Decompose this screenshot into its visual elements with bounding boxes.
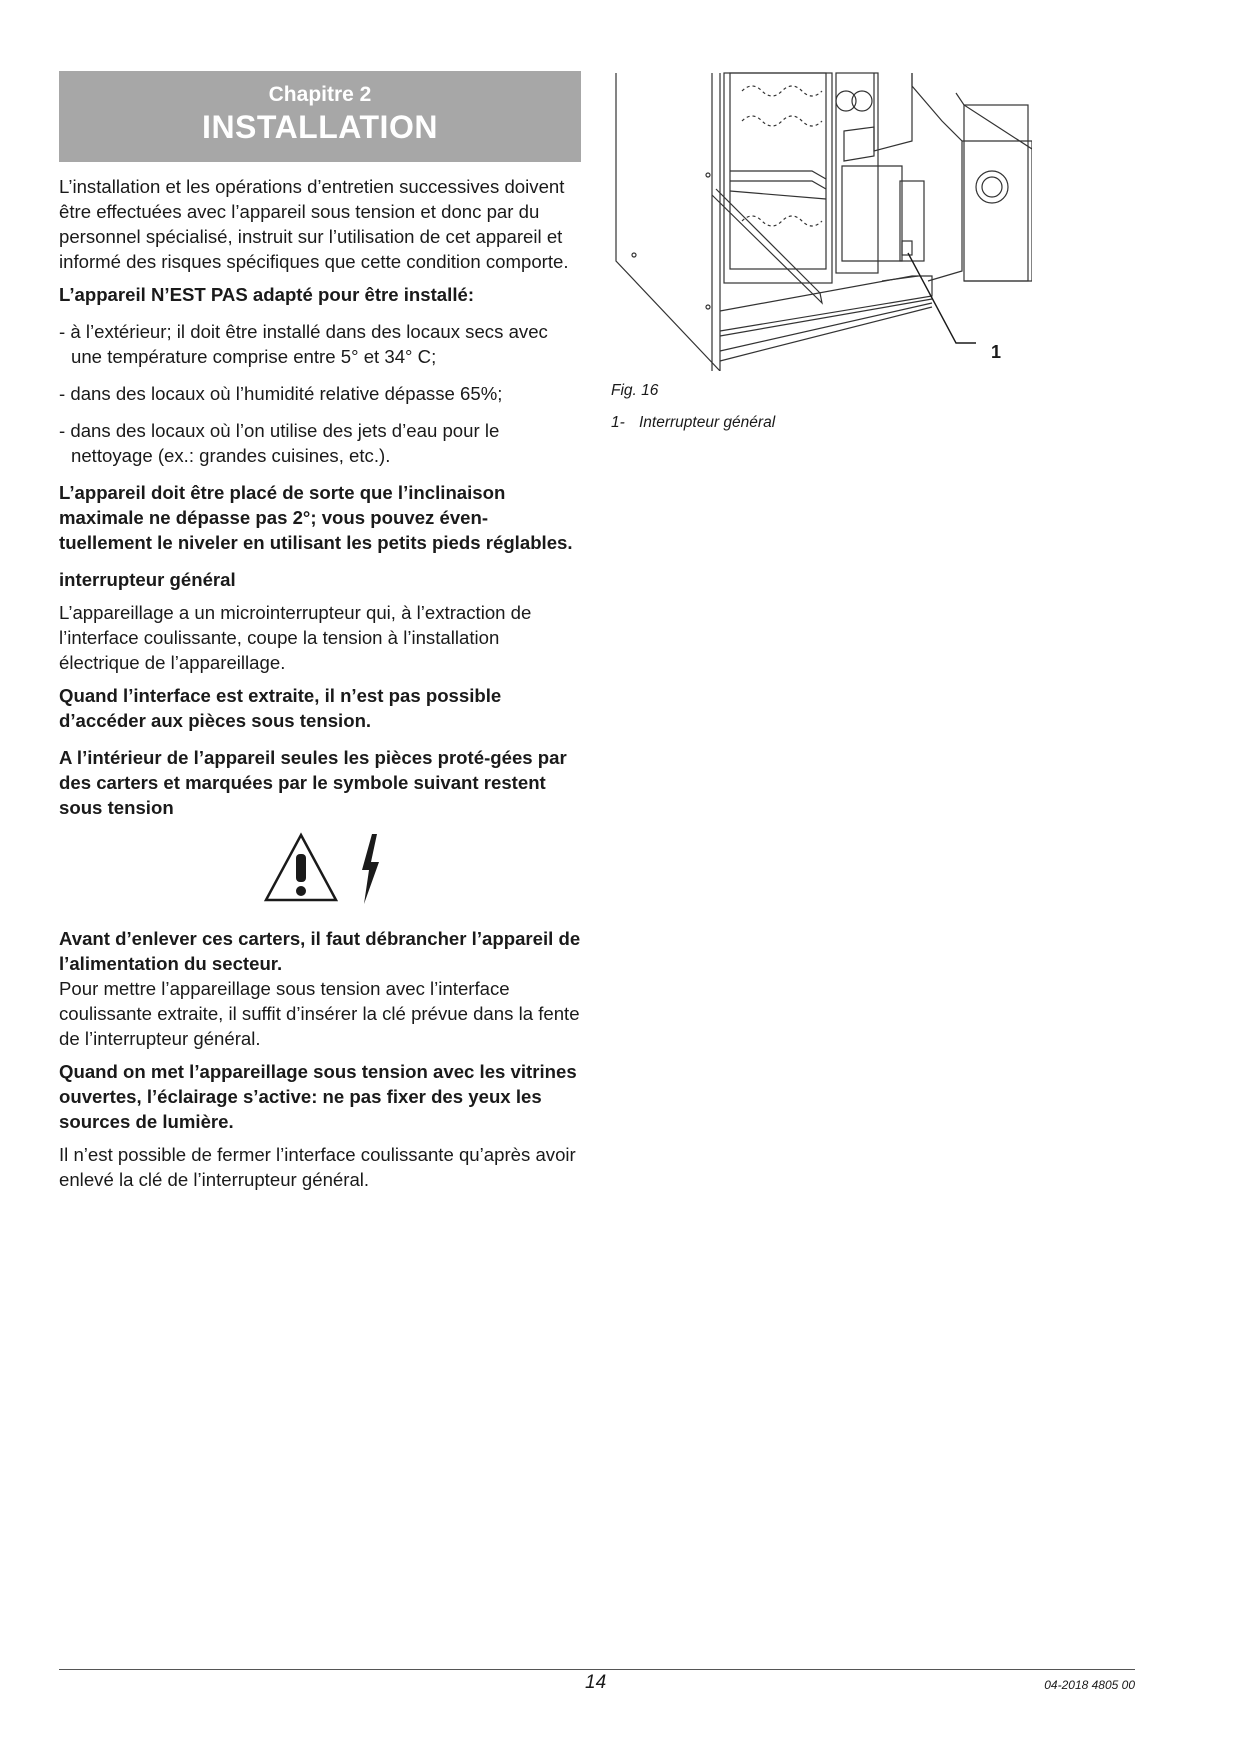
switch-paragraph: L’appareillage a un microinterrupteur qui, à l’extraction de l’interface coulissante, coupe la tension à l’installation électrique de l’appareillage. xyxy=(59,602,532,673)
page-number: 14 xyxy=(585,1672,607,1693)
inclination-warning: L’appareil doit être placé de sorte que l’inclinaison maximale ne dépasse pas 2°; vous pouvez éven-tuellement le niveler en utilisant les petits pieds réglables. xyxy=(59,482,573,553)
legend-number: 1- xyxy=(611,414,625,431)
lightning-bolt-icon xyxy=(358,832,382,906)
bullet-item: - dans des locaux où l’on utilise des jets d’eau pour le nettoyage (ex.: grandes cuisines, etc.). xyxy=(59,420,500,466)
machine-illustration xyxy=(612,71,1032,371)
inside-warning: A l’intérieur de l’appareil seules les pièces proté-gées par des carters et marquées par le symbole suivant restent sous tension xyxy=(59,747,567,818)
chapter-title: INSTALLATION xyxy=(202,109,438,145)
hazard-symbols xyxy=(59,832,581,916)
chapter-number: Chapitre 2 xyxy=(268,83,372,106)
intro-paragraph: L’installation et les opérations d’entretien successives doivent être effectuées avec l’appareil sous tension et donc par du personnel spécialisé, instruit sur l’utilisation de cet appareil et informé des risques spécifiques que cette condition comporte. xyxy=(59,176,569,272)
chapter-header xyxy=(59,71,581,162)
figure-legend xyxy=(611,414,775,432)
not-suitable-heading: L’appareil N’EST PAS adapté pour être installé: xyxy=(59,284,475,305)
switch-heading: interrupteur général xyxy=(59,569,236,590)
key-paragraph: Pour mettre l’appareillage sous tension avec l’interface coulissante extraite, il suffit d’insérer la clé prévue dans la fente de l’interrupteur général. xyxy=(59,978,580,1049)
before-removing-warning: Avant d’enlever ces carters, il faut débrancher l’appareil de l’alimentation du secteur. xyxy=(59,928,581,974)
extracted-warning: Quand l’interface est extraite, il n’est pas possible d’accéder aux pièces sous tension. xyxy=(59,685,502,731)
bullet-item: - dans des locaux où l’humidité relative dépasse 65%; xyxy=(59,383,503,404)
main-column xyxy=(59,71,581,1192)
figure-callout-number: 1 xyxy=(991,342,1002,362)
bullet-item: - à l’extérieur; il doit être installé dans des locaux secs avec une température comprise entre 5° et 34° C; xyxy=(59,321,548,367)
document-code: 04-2018 4805 00 xyxy=(1044,1678,1135,1692)
closing-paragraph: Il n’est possible de fermer l’interface coulissante qu’après avoir enlevé la clé de l’interrupteur général. xyxy=(59,1144,576,1190)
legend-text: Interrupteur général xyxy=(639,414,776,431)
lighting-warning: Quand on met l’appareillage sous tension avec les vitrines ouvertes, l’éclairage s’active: ne pas fixer des yeux les sources de lumière. xyxy=(59,1061,577,1132)
warning-triangle-icon xyxy=(263,832,339,904)
figure-caption: Fig. 16 xyxy=(611,382,659,399)
footer-divider xyxy=(59,1669,1135,1670)
